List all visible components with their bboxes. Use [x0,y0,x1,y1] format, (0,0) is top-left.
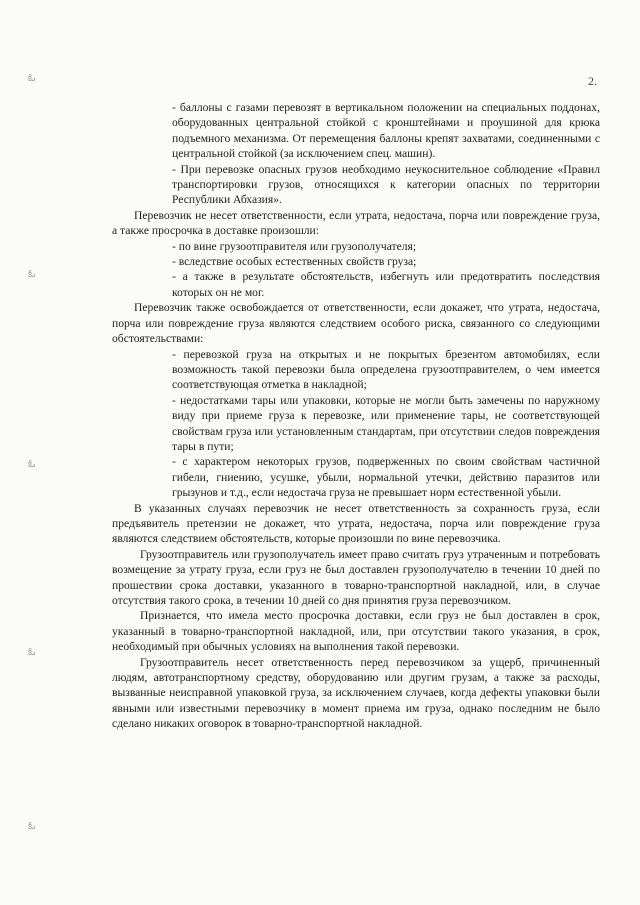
paragraph: Признается, что имела место просрочка доставки, если груз не был доставлен в срок, указанный в товарно-транспортной накладной, или, при отсутствии такого указания, в срок, необходимый при обычных условиях на выполнения такой перевозки. [112,609,600,654]
paragraph: Грузоотправитель несет ответственность перед перевозчиком за ущерб, причиненный людям, автотранспортному средству, оборудованию или другим грузам, а также за расходы, вызванные неисправной упаковкой груза, за исключением случаев, когда дефекты упаковки были явными или известными перевозчику в момент приема им груза, однако последним не было сделано никаких оговорок в товарно-транспортной накладной. [112,655,600,731]
binding-hole-mark: ఓ [28,459,36,470]
list-item: - вследствие особых естественных свойств груза; [172,255,417,269]
special-risk-intro: Перевозчик также освобождается от ответственности, если докажет, что утрата, недостача, порча или повреждение груза являются следствием особого риска, связанного со следующими обстоятельствами: [112,301,600,346]
list-item: - с характером некоторых грузов, подверженных по своим свойствам частичной гибели, гниению, усушке, убыли, нормальной утечки, действию паразитов или грызунов и т.д., если недостача груза не превышает норм естественной убыли. [172,455,600,500]
carrier-liability-intro: Перевозчик не несет ответственности, если утрата, недостача, порча или повреждение груза, а также просрочка в доставке произошли: [112,208,600,238]
special-risk-list [172,347,600,501]
binding-hole-mark: ఓ [28,269,36,280]
list-item: - баллоны с газами перевозят в вертикальном положении на специальных поддонах, оборудованных центральной стойкой с кронштейнами и проушиной для крюка подъемного механизма. От перемещения баллоны крепят захватами, соединенными с центральной стойкой (за исключением спец. машин). [172,101,600,161]
list-item: - недостатками тары или упаковки, которые не могли быть замечены по наружному виду при приеме груза к перевозке, или применение тары, не соответствующей свойствам груза или установленным стандартам, при отсутствии следов повреждения тары в пути; [172,393,600,453]
gas-cylinder-rules-list [172,100,600,208]
binding-hole-mark: ఓ [28,647,36,658]
list-item: - по вине грузоотправителя или грузополучателя; [172,239,417,253]
list-item: - При перевозке опасных грузов необходимо неукоснительное соблюдение «Правил транспортировки грузов, относящихся к категории опасных по территории Республики Абхазия». [172,162,600,207]
list-item: - а также в результате обстоятельств, избегнуть или предотвратить последствия которых он не мог. [172,270,600,299]
paragraph: В указанных случаях перевозчик не несет ответственность за сохранность груза, если предъявитель претензии не докажет, что утрата, недостача, порча или повреждение груза являются следствием обстоятельств, которые произошли по вине перевозчика. [112,501,600,546]
binding-hole-mark: ఓ [28,821,36,832]
binding-hole-mark: ఓ [28,73,36,84]
liability-exclusions-list [172,239,600,301]
list-item: - перевозкой груза на открытых и не покрытых брезентом автомобилях, если возможность такой перевозки была определена грузоотправителем, о чем имеется соответствующая отметка в накладной; [172,347,600,392]
document-body [112,100,600,732]
page-number: 2. [588,74,597,88]
paragraph: Грузоотправитель или грузополучатель имеет право считать груз утраченным и потребовать возмещение за утрату груза, если груз не был доставлен грузополучателю в течении 10 дней по прошествии срока доставки, указанного в товарно-транспортной накладной, или, в случае отсутствия такого срока, в течении 10 дней со дня принятия груза перевозчиком. [112,547,600,607]
